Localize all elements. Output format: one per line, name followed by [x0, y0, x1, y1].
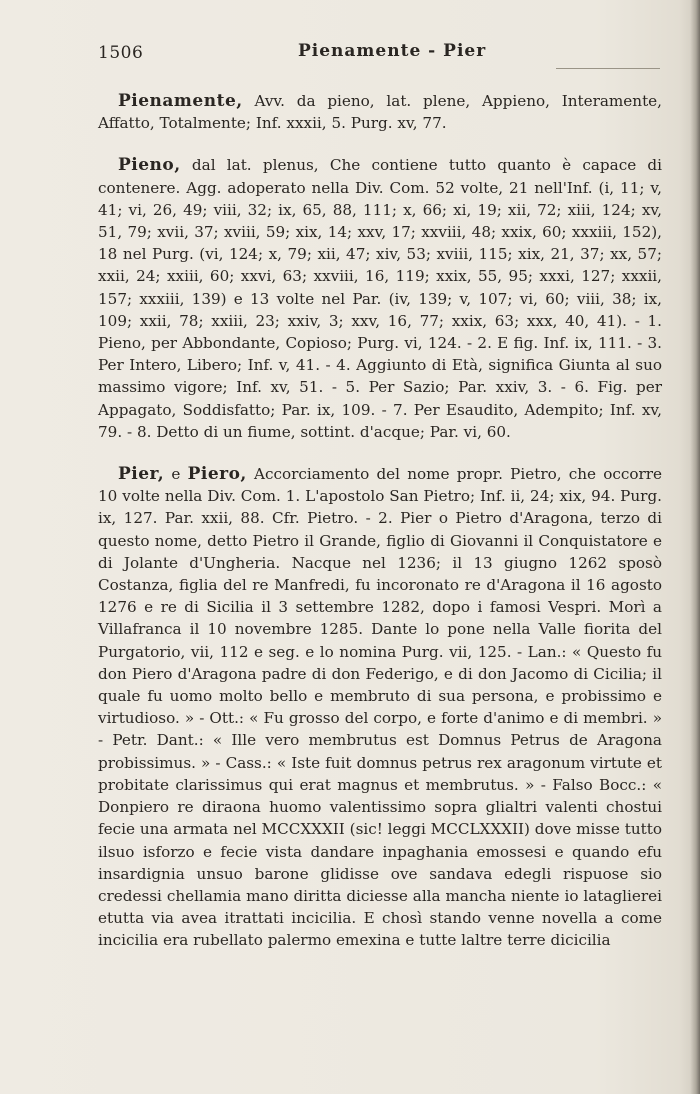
- entry-pieno: [98, 154, 662, 443]
- entry-text: Avv. da pieno, lat. plene, Appieno, Interamente, Affatto, Totalmente; Inf. xxxii, 5. Purg. xv, 77.: [98, 92, 662, 133]
- running-head: Pienamente - Pier: [298, 41, 487, 61]
- headword: Pienamente,: [118, 91, 243, 111]
- headword: Pieno,: [118, 155, 181, 176]
- entry-pienamente: [98, 90, 662, 134]
- header-rule: [556, 68, 660, 69]
- entry-text: dal lat. plenus, Che contiene tutto quanto è capace di contenere. Agg. adoperato nella Div. Com. 52 volte, 21 nell'Inf. (i, 11; v, 41; vi, 26, 49; viii, 32; ix, 65, 88, 111; x, 66; xi, 19; xii, 72; xiii, 124; xv, 51, 79; xvii, 37; xviii, 59; xix, 14; xxv, 17; xxviii, 48; xxix, 60; xxxiii, 152), 18 nel Purg. (vi, 124; x, 79; xii, 47; xiv, 53; xviii, 115; xix, 21, 37; xx, 57; xxii, 24; xxiii, 60; xxvi, 63; xxviii, 16, 119; xxix, 55, 95; xxxi, 127; xxxii, 157; xxxiii, 139) e 13 volte nel Par. (iv, 139; v, 107; vi, 60; viii, 38; ix, 109; xxii, 78; xxiii, 23; xxiv, 3; xxv, 16, 77; xxix, 63; xxx, 40, 41). - 1. Pieno, per Abbondante, Copioso; Purg. vi, 124. - 2. E fig. Inf. ix, 111. - 3. Per Intero, Libero; Inf. v, 41. - 4. Aggiunto di Età, significa Giunta al suo massimo vigore; Inf. xv, 51. - 5. Per Sazio; Par. xxiv, 3. - 6. Fig. per Appagato, Soddisfatto; Par. ix, 109. - 7. Per Esaudito, Adempito; Inf. xv, 79. - 8. Detto di un fiume, sottint. d'acque; Par. vi, 60.: [98, 156, 662, 441]
- page-number: 1506: [98, 43, 144, 63]
- headword-connector: e: [171, 465, 181, 484]
- entry-text: Accorciamento del nome propr. Pietro, che occorre 10 volte nella Div. Com. 1. L'apostolo San Pietro; Inf. ii, 24; xix, 94. Purg. ix, 127. Par. xxii, 88. Cfr. Pietro. - 2. Pier o Pietro d'Aragona, terzo di questo nome, detto Pietro il Grande, figlio di Giovanni il Conquistatore e di Jolante d'Ungheria. Nacque nel 1236; il 13 giugno 1262 sposò Costanza, figlia del re Manfredi, fu incoronato re d'Aragona il 16 agosto 1276 e re di Sicilia il 3 settembre 1282, dopo i famosi Vespri. Morì a Villafranca il 10 novembre 1285. Dante lo pone nella Valle fiorita del Purgatorio, vii, 112 e seg. e lo nomina Purg. vii, 125. - Lan.: « Questo fu don Piero d'Aragona padre di don Federigo, e di don Jacomo di Cicilia; il quale fu uomo molto bello e membruto di sua persona, e probissimo e virtudioso. » - Ott.: « Fu grosso del corpo, e forte d'animo e di membri. » - Petr. Dant.: « Ille vero membrutus est Domnus Petrus de Aragona probissimus. » - Cass.: « Iste fuit domnus petrus rex aragonum virtute et probitate clarissimus qui erat magnus et membrutus. » - Falso Bocc.: « Donpiero re diraona huomo valentissimo sopra glialtri valenti chostui fecie una armata nel MCCXXXII (sic! leggi MCCLXXXII) dove misse tutto ilsuo isforzo e fecie vista dandare inpaghania emossesi e quando efu insardignia unsuo barone glidisse ove sandava edegli rispuose sio credessi chellamia mano diritta diciesse alla mancha niente io lataglierei etutta via avea itrattati incicilia. E chosì stando venne novella a come incicilia era rubellato palermo emexina e tutte laltre terre dicicilia: [98, 465, 662, 950]
- dictionary-column: [98, 90, 662, 972]
- page-header: [98, 41, 658, 67]
- headword: Pier,: [118, 464, 165, 485]
- headword-variant: Piero,: [187, 464, 247, 485]
- page-edge-shadow: [690, 0, 700, 1094]
- entry-pier: [98, 463, 662, 951]
